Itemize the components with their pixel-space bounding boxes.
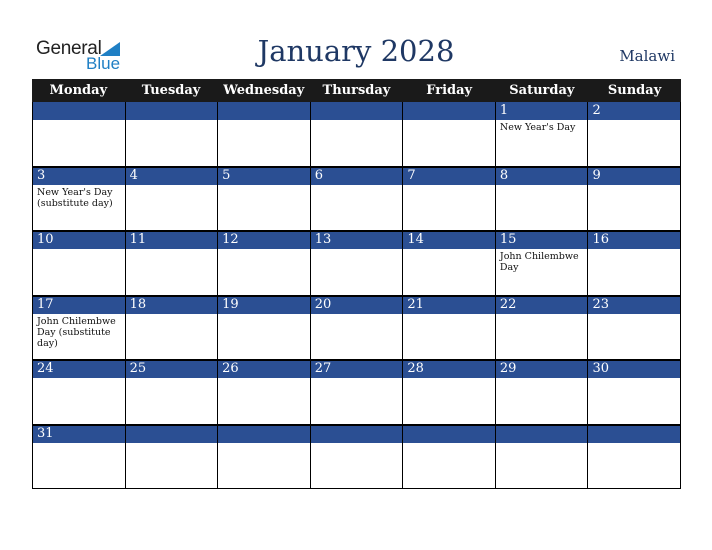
day-cell[interactable] <box>126 360 219 425</box>
day-cell[interactable] <box>311 102 404 167</box>
day-number: 7 <box>407 167 416 183</box>
day-number-bar <box>403 102 495 120</box>
day-number-bar <box>588 167 680 185</box>
day-cell[interactable] <box>403 360 496 425</box>
holiday-label: New Year's Day (substitute day) <box>37 186 113 209</box>
day-number: 22 <box>499 296 517 312</box>
week-row <box>32 167 681 232</box>
day-number: 3 <box>37 167 46 183</box>
day-number: 1 <box>499 103 509 118</box>
week-row <box>32 296 681 361</box>
day-number-bar <box>218 425 310 443</box>
day-number: 10 <box>37 232 54 247</box>
day-number-bar <box>126 425 218 443</box>
calendar-grid <box>32 79 681 489</box>
day-cell[interactable] <box>588 102 681 167</box>
weekday-header: Friday <box>426 83 473 98</box>
day-cell[interactable] <box>33 425 126 490</box>
logo-text-general: General <box>36 38 102 59</box>
day-number: 25 <box>129 361 147 376</box>
day-cell[interactable] <box>311 360 404 425</box>
day-number-bar <box>126 102 218 120</box>
day-number: 20 <box>314 296 332 312</box>
day-cell[interactable] <box>588 296 681 361</box>
day-number: 11 <box>129 232 147 247</box>
day-number: 21 <box>407 296 424 312</box>
day-number-bar <box>496 167 588 185</box>
day-cell[interactable] <box>496 102 589 167</box>
day-number-bar <box>588 425 680 443</box>
day-cell[interactable] <box>218 360 311 425</box>
day-cell[interactable] <box>496 360 589 425</box>
weekday-header: Sunday <box>607 83 662 98</box>
day-number-bar <box>588 102 680 120</box>
day-number: 6 <box>314 167 324 183</box>
day-cell[interactable] <box>33 296 126 361</box>
day-cell[interactable] <box>33 360 126 425</box>
day-cell[interactable] <box>33 167 126 232</box>
day-cell[interactable] <box>33 231 126 296</box>
day-number-bar <box>33 102 125 120</box>
day-cell[interactable] <box>403 296 496 361</box>
day-number: 8 <box>499 167 509 183</box>
day-number-bar <box>311 167 403 185</box>
day-number: 24 <box>37 361 54 376</box>
day-cell[interactable] <box>126 425 219 490</box>
day-number: 29 <box>499 361 517 376</box>
day-cell[interactable] <box>33 102 126 167</box>
day-cell[interactable] <box>588 231 681 296</box>
day-cell[interactable] <box>218 167 311 232</box>
weekday-header: Saturday <box>509 83 575 98</box>
weekday-header: Thursday <box>322 83 391 98</box>
day-number: 5 <box>222 167 231 183</box>
week-row <box>32 425 681 490</box>
day-cell[interactable] <box>218 296 311 361</box>
day-number: 15 <box>499 232 517 247</box>
day-cell[interactable] <box>218 102 311 167</box>
day-number: 28 <box>407 361 424 376</box>
day-cell[interactable] <box>311 296 404 361</box>
country-label: Malawi <box>619 47 675 65</box>
day-cell[interactable] <box>588 360 681 425</box>
holiday-label: New Year's Day <box>499 122 576 133</box>
logo-text-blue: Blue <box>86 54 121 73</box>
day-number: 31 <box>37 425 54 441</box>
calendar-title: January 2028 <box>257 34 455 68</box>
day-number-bar <box>496 102 588 120</box>
day-cell[interactable] <box>403 231 496 296</box>
day-number-bar <box>126 167 218 185</box>
day-cell[interactable] <box>496 167 589 232</box>
day-cell[interactable] <box>496 296 589 361</box>
day-number: 18 <box>129 296 147 312</box>
week-row <box>32 360 681 425</box>
day-cell[interactable] <box>403 167 496 232</box>
day-number: 2 <box>592 103 601 118</box>
day-number: 26 <box>222 361 239 376</box>
week-row <box>32 102 681 167</box>
day-cell[interactable] <box>496 231 589 296</box>
weekday-header: Tuesday <box>141 83 201 98</box>
day-cell[interactable] <box>311 425 404 490</box>
day-cell[interactable] <box>496 425 589 490</box>
day-cell[interactable] <box>126 231 219 296</box>
day-number: 23 <box>592 296 610 312</box>
day-cell[interactable] <box>126 167 219 232</box>
day-cell[interactable] <box>126 296 219 361</box>
day-number-bar <box>403 167 495 185</box>
day-number-bar <box>218 102 310 120</box>
day-number: 16 <box>592 232 610 247</box>
weekday-header: Wednesday <box>223 83 305 98</box>
holiday-label: John Chilembwe Day (substitute day) <box>37 315 116 349</box>
day-number-bar <box>218 167 310 185</box>
day-cell[interactable] <box>403 425 496 490</box>
day-cell[interactable] <box>311 231 404 296</box>
day-number: 27 <box>314 361 332 376</box>
day-cell[interactable] <box>218 231 311 296</box>
day-number: 30 <box>592 361 610 376</box>
day-cell[interactable] <box>126 102 219 167</box>
day-number-bar <box>403 425 495 443</box>
day-cell[interactable] <box>218 425 311 490</box>
day-number: 14 <box>407 232 424 247</box>
day-cell[interactable] <box>588 167 681 232</box>
day-number-bar <box>311 102 403 120</box>
day-number: 12 <box>222 232 239 247</box>
day-number-bar <box>496 425 588 443</box>
day-number-bar <box>33 167 125 185</box>
week-row <box>32 231 681 296</box>
day-number: 19 <box>222 296 239 312</box>
day-number: 13 <box>314 232 332 247</box>
day-number: 4 <box>129 167 138 183</box>
weekday-header: Monday <box>49 83 108 98</box>
holiday-label: John Chilembwe Day <box>499 251 579 273</box>
weekday-header-row <box>32 79 681 102</box>
day-number-bar <box>311 425 403 443</box>
day-cell[interactable] <box>588 425 681 490</box>
day-number: 17 <box>37 296 54 312</box>
calendar-weeks <box>32 102 681 489</box>
day-number: 9 <box>592 167 601 183</box>
day-cell[interactable] <box>403 102 496 167</box>
day-cell[interactable] <box>311 167 404 232</box>
